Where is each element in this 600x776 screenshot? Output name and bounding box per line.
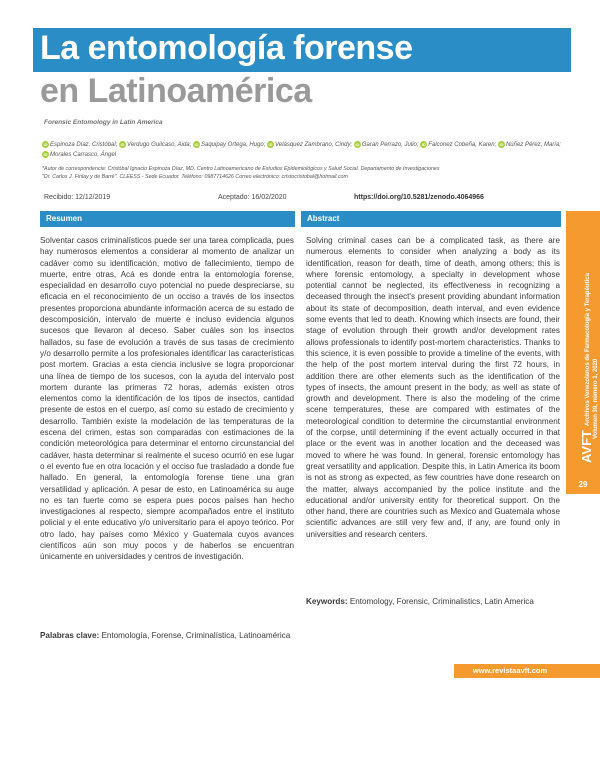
correspondence-line-1: *Autor de correspondencia: Cristóbal Ignacio Espinoza Díaz, MD. Centro Latinoamericano de Estudios Epidemiológicos y Salud Social. Departamento de Investigaciones (42, 166, 440, 172)
journal-side-label (579, 273, 600, 463)
page-number: 29 (566, 476, 600, 494)
article-title-line-2: en Latinoamérica (40, 72, 312, 110)
abstract-keywords (306, 596, 560, 607)
author-name: Falconez Cobeña, Karen; (428, 142, 497, 148)
author-name: Verdugo Guilcaso, Aida; (127, 142, 192, 148)
correspondence-line-2: "Dr. Carlos J. Finlay y de Barré". CLEESS - Sede Ecuador. Teléfono: 0987714626 Correo electrónico: cristocristobal@hotmail.com (42, 174, 348, 180)
orcid-icon[interactable]: iD (43, 141, 48, 147)
resumen-heading: Resumen (40, 211, 295, 227)
accepted-date: Aceptado: 16/02/2020 (218, 194, 287, 201)
author-name: Núñez Pérez, María; (505, 142, 561, 148)
author-name: Morales Carrasco, Ángel (50, 152, 117, 158)
keywords-values: Entomología, Forense, Criminalística, Latinoamérica (101, 631, 291, 640)
resumen-body (40, 235, 294, 563)
orcid-icon[interactable]: iD (43, 151, 48, 157)
orcid-icon[interactable]: iD (421, 141, 426, 147)
abstract-paragraph: Solving criminal cases can be a complicated task, as there are numerous elements to consider when analyzing a body as its identification, reason for death, time of death, among others; this is where forensic entomology, a specialty in development whose potential cannot be neglected, its effectiveness in recognizing a deceased through the insect's present providing abundant information about its state of decomposition, death interval, and even evidence some events that led to death. Knowing which insects are found, their stage of evolution through their growth and/or development rates allows professionals to identify post-mortem characteristics. Thanks to this science, it is even possible to provide a timeline of the events, with the help of the post mortem interval during the first 72 hours, in addition there are other elements such as the identification of the types of insects, the amount present in the body, as well as state of growth and development. There is also the modeling of the crime scene temperatures, these are compared with estimates of the meteorological condition to determine the circumstantial environment of the corpse, until determining if the event actually occurred in that place or the event was in another location and the deceased was moved to where he was found. In general, forensic entomology has great versatility and application. Despite this, in Latin America its boom is not as strong as expected, as few countries have done research on the matter, always accompanied by the police institute and the educational and/or university entity for theoretical support. On the other hand, there are countries such as Mexico and Guatemala whose scientific advances are still very few and, if any, are found only in universities and research centers. (306, 236, 560, 539)
resumen-keywords (40, 630, 294, 641)
author-name: Espinoza Díaz, Cristóbal; (50, 142, 118, 148)
journal-short-name: AVFT (579, 430, 594, 463)
keywords-values: Entomology, Forensic, Criminalistics, Latin America (349, 597, 534, 606)
author-name: Garan Perrazo, Julio; (361, 142, 419, 148)
keywords-label: Keywords: (306, 597, 348, 606)
article-title-line-1: La entomología forense (40, 29, 413, 67)
author-name: Saquipay Ortega, Hugo; (200, 142, 266, 148)
author-list (42, 140, 562, 160)
journal-name: Archivos Venezolanos de Farmacología y Terapéutica (585, 273, 591, 427)
orcid-icon[interactable]: iD (120, 141, 125, 147)
orcid-icon[interactable]: iD (268, 141, 273, 147)
article-subtitle: Forensic Entomology in Latin America (44, 119, 163, 126)
footer-accent (566, 664, 600, 678)
abstract-heading: Abstract (301, 211, 561, 227)
orcid-icon[interactable]: iD (499, 141, 504, 147)
keywords-label: Palabras clave: (40, 631, 100, 640)
journal-url[interactable]: www.revistaavft.com (454, 664, 566, 678)
resumen-paragraph: Solventar casos criminalísticos puede ser una tarea complicada, pues hay numerosos elementos a considerar al momento de analizar un cadáver como su identificación, motivo de fallecimiento, tiempo de muerte, entre otras, Acá es donde entra la entomología forense, especialidad en desarrollo cuyo potencial no puede despreciarse, su eficacia en el reconocimiento de un occiso a través de los insectos presentes proporciona abundante información acerca de su estado de descomposición, intervalo de muerte e incluso evidencia algunos sucesos que llevaron al deceso. Saber cuáles son los insectos hallados, su fase de evolución a través de sus tasas de crecimiento y/o desarrollo permite a los profesionales identificar las características post mortem. Gracias a esta ciencia inclusive se logra proporcionar una línea de tiempo de los sucesos, con la ayuda del intervalo post mortem durante las primeras 72 horas, además existen otros elementos como la identificación de los tipos de insectos, cantidad presente de estos en el cuerpo, así como su estado de crecimiento y desarrollo. También existe la modelación de las temperaturas de la escena del crimen, estas son comparadas con estimaciones de la condición meteorológica para determinar el entorno circunstancial del cadáver, hasta determinar si realmente el suceso ocurrió en ese lugar o el evento fue en otra locación y el occiso fue trasladado a donde fue hallado. En general, la entomología forense tiene una gran versatilidad y aplicación. A pesar de esto, en Latinoamérica su auge no es tan fuerte como se espera pues pocos países han hecho investigaciones al respecto, siempre acompañados entre el instituto policial y el ente educativo y/o universitario para el apoyo teórico. Por otro lado, hay países como México y Guatemala cuyos avances científicos aún son muy pocos y de haberlos se encuentran únicamente en universidades y centros de investigación. (40, 236, 294, 562)
doi-link[interactable]: https://doi.org/10.5281/zenodo.4064966 (354, 194, 484, 201)
author-name: Velásquez Zambrano, Cindy; (275, 142, 353, 148)
orcid-icon[interactable]: iD (194, 141, 199, 147)
received-date: Recibido: 12/12/2019 (44, 194, 111, 201)
abstract-body (306, 235, 560, 540)
correspondence-note (42, 165, 562, 181)
orcid-icon[interactable]: iD (355, 141, 360, 147)
journal-volume: Volumen 39, número 1, 2020 (593, 358, 599, 439)
